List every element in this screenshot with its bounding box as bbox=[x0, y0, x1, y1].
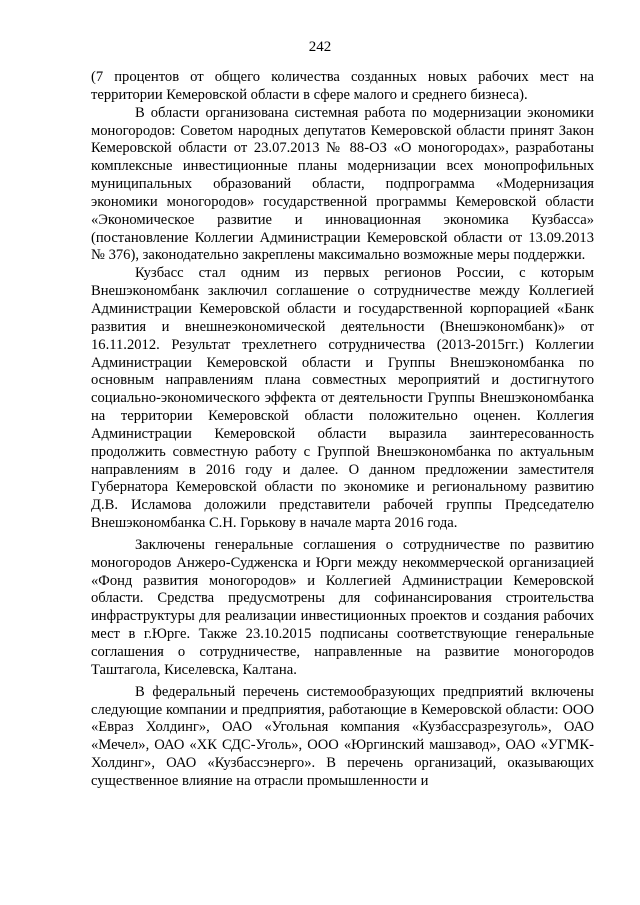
page-number: 242 bbox=[308, 39, 332, 55]
paragraph-4: Заключены генеральные соглашения о сотрудничестве по развитию моногородов Анжеро-Судженска и Юрги между некоммерческой организацией «Фонд развития моногородов» и Коллегией Администрации Кемеровской области. Средства предусмотрены для софинансирования строительства инфраструктуры для реализации инвестиционных проектов и создания рабочих мест в г.Юрге. Также 23.10.2015 подписаны соответствующие генеральные соглашения о сотрудничестве, направленные на развитие моногородов Таштагола, Киселевска, Калтана. bbox=[91, 536, 594, 678]
paragraph-1: (7 процентов от общего количества созданных новых рабочих мест на территории Кемеровской области в сфере малого и среднего бизнеса). bbox=[91, 69, 594, 103]
paragraph-5: В федеральный перечень системообразующих предприятий включены следующие компании и предприятия, работающие в Кемеровской области: ООО «Евраз Холдинг», ОАО «Угольная компания «Кузбассразрезуголь», ОАО «Мечел», ОАО «ХК СДС-Уголь», ООО «Юргинский машзавод», ОАО «УГМК-Холдинг», ОАО «Кузбассэнерго». В перечень организаций, оказывающих существенное влияние на отрасли промышленности и bbox=[91, 683, 594, 789]
paragraph-2: В области организована системная работа по модернизации экономики моногородов: Советом народных депутатов Кемеровской области принят Закон Кемеровской области от 23.07.2013 № 88-ОЗ «О моногородах», разработаны комплексные инвестиционные планы модернизации всех монопрофильных муниципальных образований области, подпрограмма «Модернизация экономики моногородов» государственной программы Кемеровской области «Экономическое развитие и инновационная экономика Кузбасса» (постановление Коллегии Администрации Кемеровской области от 13.09.2013 № 376), законодательно закреплены максимально возможные меры поддержки. bbox=[91, 104, 594, 264]
body-text bbox=[91, 69, 594, 791]
paragraph-3: Кузбасс стал одним из первых регионов России, с которым Внешэкономбанк заключил соглашение о сотрудничестве между Коллегией Администрации Кемеровской области и государственной корпорацией «Банк развития и внешнеэкономической деятельности (Внешэкономбанк)» от 16.11.2012. Результат трехлетнего сотрудничества (2013-2015гг.) Коллегии Администрации Кемеровской области и Группы Внешэкономбанка по основным направлениям плана совместных мероприятий и достигнутого социально-экономического эффекта от деятельности Группы Внешэкономбанка на территории Кемеровской области положительно оценен. Коллегия Администрации Кемеровской области выразила заинтересованность продолжить совместную работу с Группой Внешэкономбанка по актуальным направлениям в 2016 году и далее. О данном предложении заместителя Губернатора Кемеровской области по экономике и региональному развитию Д.В. Исламова доложили представители рабочей группы Председателю Внешэкономбанка С.Н. Горькову в начале марта 2016 года. bbox=[91, 265, 594, 532]
